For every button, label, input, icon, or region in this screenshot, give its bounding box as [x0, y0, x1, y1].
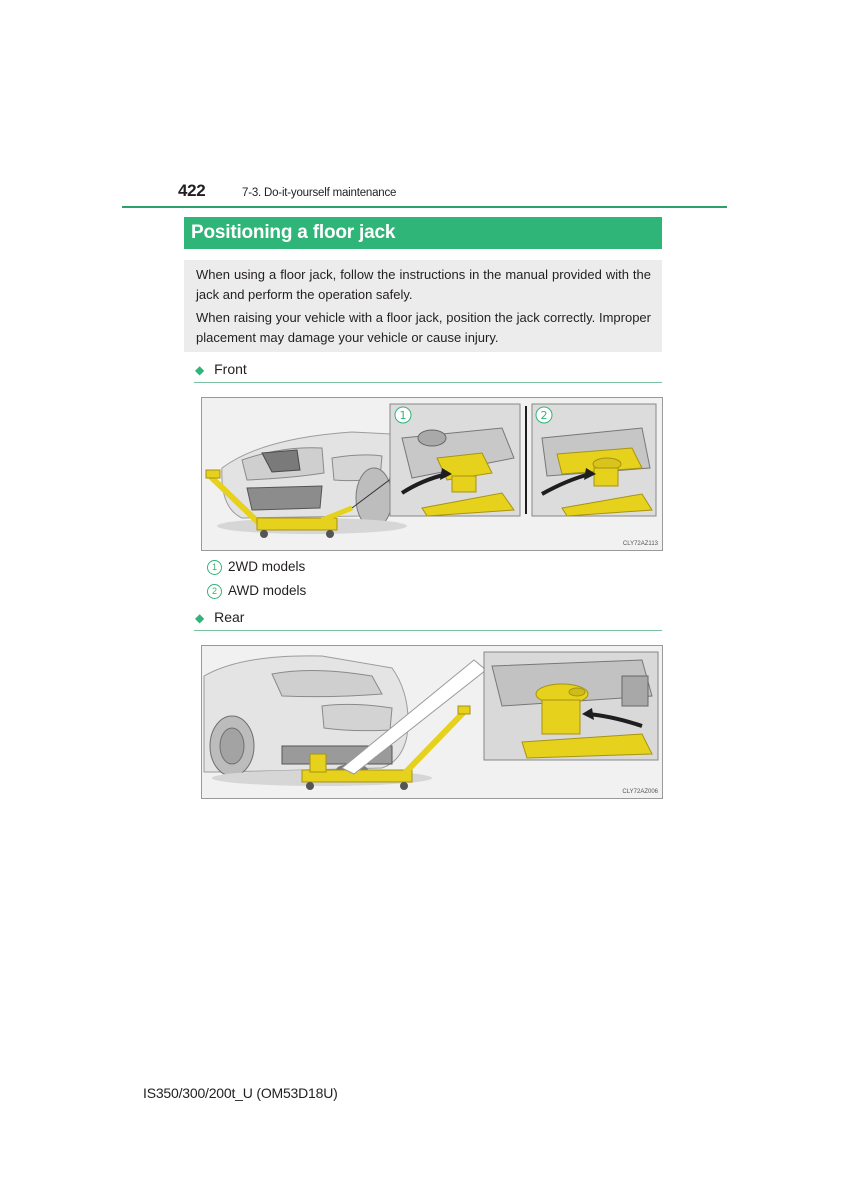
- rear-heading-label: Rear: [214, 609, 245, 625]
- intro-paragraph-2: When raising your vehicle with a floor jack, position the jack correctly. Improper placement may damage your vehicle or cause injury.: [196, 310, 651, 345]
- front-car-jack-illustration: [202, 398, 662, 550]
- front-heading-label: Front: [214, 361, 247, 377]
- chapter-title: 7-3. Do-it-yourself maintenance: [242, 187, 397, 199]
- legend-marker-2: 2: [207, 584, 222, 599]
- inset-marker-1: 1: [399, 409, 407, 422]
- diamond-bullet-icon: ◆: [195, 611, 205, 625]
- intro-box: [184, 260, 662, 352]
- inset-marker-2: 2: [540, 409, 548, 422]
- front-illustration: [201, 397, 663, 551]
- legend-item-awd: [207, 583, 306, 599]
- diamond-bullet-icon: ◆: [195, 363, 205, 377]
- front-heading-rule: [194, 382, 662, 383]
- front-figure-code: CLY72AZ113: [622, 541, 658, 547]
- legend-label-awd: AWD models: [228, 583, 307, 598]
- header-divider: [122, 206, 727, 208]
- front-heading: [195, 361, 247, 377]
- rear-heading: [195, 609, 244, 625]
- rear-car-jack-illustration: [202, 646, 662, 798]
- rear-illustration: [201, 645, 663, 799]
- legend-marker-1: 1: [207, 560, 222, 575]
- page-number: 422: [178, 181, 206, 200]
- section-title: Positioning a floor jack: [184, 217, 662, 249]
- legend-item-2wd: [207, 559, 305, 575]
- rear-heading-rule: [194, 630, 662, 631]
- rear-figure-code: CLY72AZ006: [622, 789, 658, 795]
- footer-model-code: IS350/300/200t_U (OM53D18U): [143, 1085, 338, 1101]
- legend-label-2wd: 2WD models: [228, 559, 306, 574]
- intro-paragraph-1: When using a floor jack, follow the instructions in the manual provided with the jack and perform the operation safely.: [196, 267, 651, 302]
